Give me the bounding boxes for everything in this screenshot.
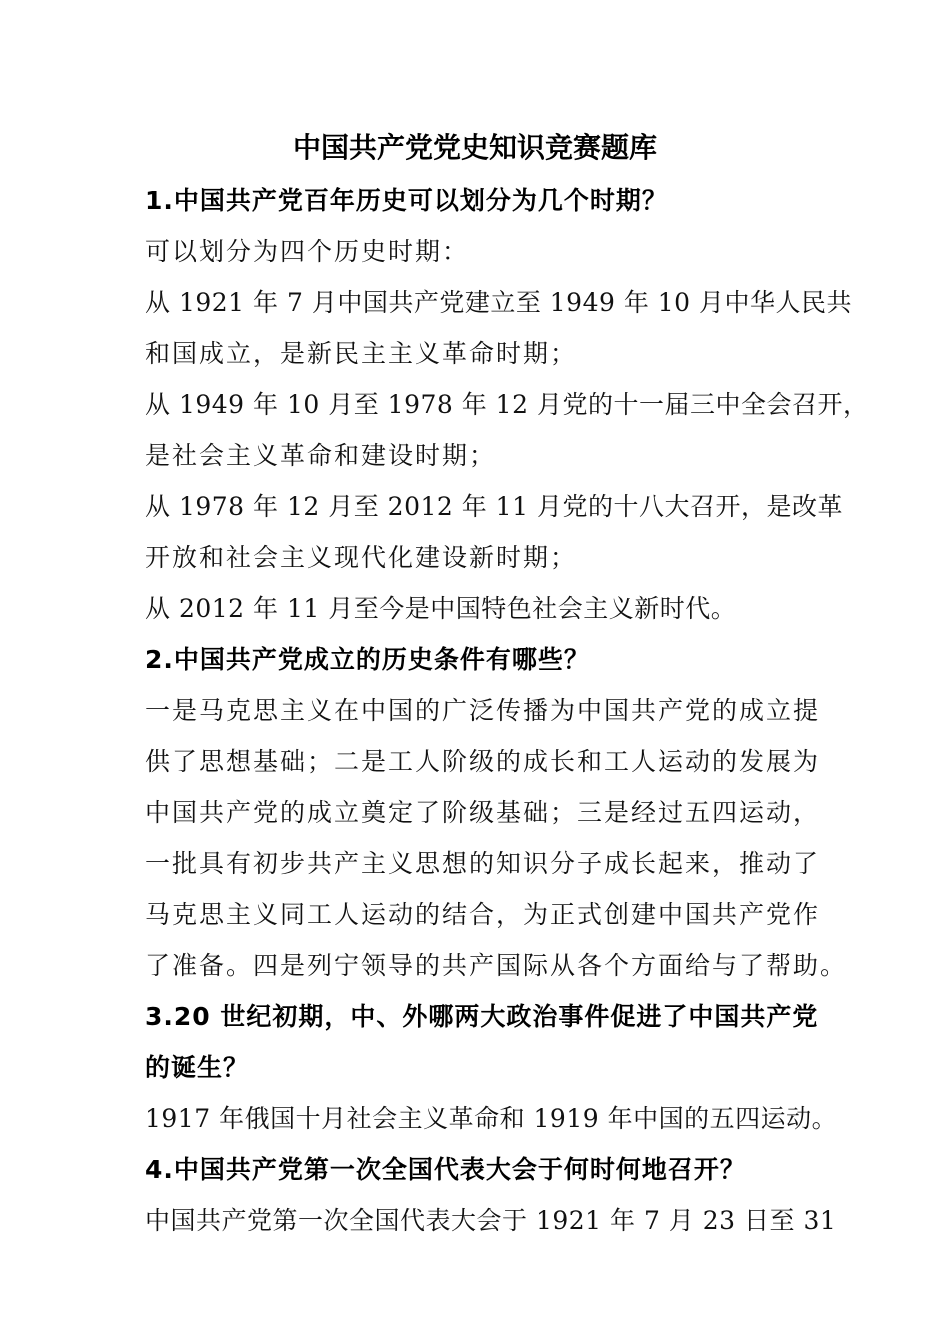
answer-1-line-1: 可以划分为四个历史时期： (145, 237, 470, 266)
answer-2-line-6: 了准备。四是列宁领导的共产国际从各个方面给与了帮助。 (145, 951, 848, 980)
question-2: 2.中国共产党成立的历史条件有哪些？ (145, 645, 590, 674)
answer-2-line-1: 一是马克思主义在中国的广泛传播为中国共产党的成立提 (145, 696, 821, 725)
answer-2-line-5: 马克思主义同工人运动的结合，为正式创建中国共产党作 (145, 900, 821, 929)
answer-1-line-3: 和国成立，是新民主主义革命时期； (145, 339, 578, 368)
question-4: 4.中国共产党第一次全国代表大会于何时何地召开？ (145, 1155, 746, 1184)
question-3-line-2: 的诞生？ (145, 1053, 250, 1082)
question-1: 1.中国共产党百年历史可以划分为几个时期？ (145, 186, 668, 215)
answer-1-line-8: 从 2012 年 11 月至今是中国特色社会主义新时代。 (145, 594, 737, 623)
answer-1-line-4: 从 1949 年 10 月至 1978 年 12 月党的十一届三中全会召开， (145, 390, 869, 419)
document-title: 中国共产党党史知识竞赛题库 (292, 131, 657, 164)
document-body (145, 175, 869, 1246)
answer-3-line-1: 1917 年俄国十月社会主义革命和 1919 年中国的五四运动。 (145, 1104, 838, 1133)
answer-4-line-1: 中国共产党第一次全国代表大会于 1921 年 7 月 23 日至 31 (145, 1206, 837, 1235)
answer-1-line-5: 是社会主义革命和建设时期； (145, 441, 497, 470)
answer-1-line-7: 开放和社会主义现代化建设新时期； (145, 543, 578, 572)
answer-1-line-6: 从 1978 年 12 月至 2012 年 11 月党的十八大召开，是改革 (145, 492, 843, 521)
question-3-line-1: 3.20 世纪初期，中、外哪两大政治事件促进了中国共产党 (145, 1002, 819, 1031)
answer-2-line-3: 中国共产党的成立奠定了阶级基础；三是经过五四运动， (145, 798, 821, 827)
answer-2-line-2: 供了思想基础；二是工人阶级的成长和工人运动的发展为 (145, 747, 821, 776)
answer-2-line-4: 一批具有初步共产主义思想的知识分子成长起来，推动了 (145, 849, 821, 878)
answer-1-line-2: 从 1921 年 7 月中国共产党建立至 1949 年 10 月中华人民共 (145, 288, 853, 317)
